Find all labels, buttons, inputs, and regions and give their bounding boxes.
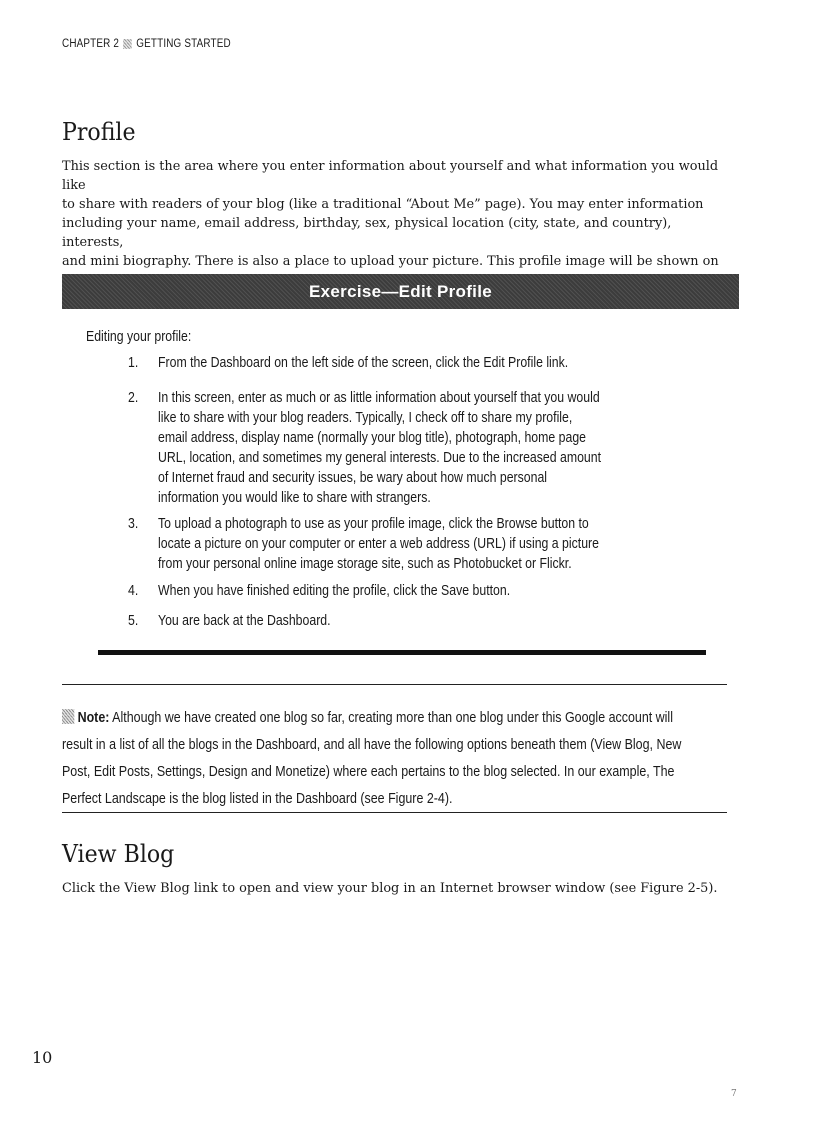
note-bottom-rule <box>62 812 727 813</box>
paragraph-line: to share with readers of your blog (like a traditional “About Me” page). You may enter information <box>62 197 704 212</box>
step-line: URL, location, and sometimes my general interests. Due to the increased amount <box>158 449 602 466</box>
step-line: In this screen, enter as much or as little information about yourself that you would <box>158 389 600 406</box>
view-blog-paragraph: Click the View Blog link to open and view your blog in an Internet browser window (see Figure 2-5). <box>62 881 718 896</box>
paragraph-line: This section is the area where you enter information about yourself and what information you would like <box>62 159 719 193</box>
section-heading-view-blog: View Blog <box>62 840 175 868</box>
footer-page-number: 7 <box>731 1089 737 1099</box>
paragraph-line: and mini biography. There is also a place to upload your picture. This profile image will be shown on <box>62 254 719 269</box>
note-label: Note: <box>77 709 110 726</box>
page-number: 10 <box>32 1048 53 1067</box>
note-line: result in a list of all the blogs in the Dashboard, and all have the following options beneath them (View Blog, New <box>62 736 682 753</box>
note-box <box>62 704 725 812</box>
note-top-rule <box>62 684 727 685</box>
step-line: of Internet fraud and security issues, be wary about how much personal <box>158 469 548 486</box>
step-number: 3. <box>128 515 139 532</box>
step-line: locate a picture on your computer or enter a web address (URL) if using a picture <box>158 535 599 552</box>
step-line: From the Dashboard on the left side of the screen, click the Edit Profile link. <box>158 354 569 371</box>
step-line: You are back at the Dashboard. <box>158 612 331 629</box>
step-line: like to share with your blog readers. Typically, I check off to share my profile, <box>158 409 573 426</box>
step-line: email address, display name (normally your blog title), photograph, home page <box>158 429 587 446</box>
step-line: information you would like to share with strangers. <box>158 489 431 506</box>
step-number: 5. <box>128 612 139 629</box>
chapter-title: GETTING STARTED <box>136 38 231 50</box>
step-number: 2. <box>128 389 139 406</box>
note-line <box>62 704 725 731</box>
exercise-steps <box>128 352 728 632</box>
paragraph-line: including your name, email address, birthday, sex, physical location (city, state, and country), interests, <box>62 216 672 250</box>
step-number: 4. <box>128 582 139 599</box>
step-line: To upload a photograph to use as your profile image, click the Browse button to <box>158 515 589 532</box>
exercise-intro: Editing your profile: <box>86 328 192 345</box>
step-line: from your personal online image storage site, such as Photobucket or Flickr. <box>158 555 572 572</box>
exercise-banner <box>62 274 739 309</box>
chapter-label: CHAPTER 2 <box>62 38 120 50</box>
section-heading-profile: Profile <box>62 118 136 146</box>
note-text: Although we have created one blog so far, creating more than one blog under this Google account will <box>109 709 673 726</box>
profile-paragraph <box>62 157 730 290</box>
running-head <box>62 38 231 50</box>
hatch-square-icon <box>62 709 74 724</box>
step-line: When you have finished editing the profile, click the Save button. <box>158 582 511 599</box>
step-number: 1. <box>128 354 139 371</box>
exercise-end-rule <box>98 650 706 655</box>
exercise-title: Exercise—Edit Profile <box>309 281 492 301</box>
note-line: Post, Edit Posts, Settings, Design and Monetize) where each pertains to the blog selected. In our example, The <box>62 763 675 780</box>
hatch-square-icon <box>123 39 132 49</box>
note-line: Perfect Landscape is the blog listed in the Dashboard (see Figure 2-4). <box>62 790 453 807</box>
